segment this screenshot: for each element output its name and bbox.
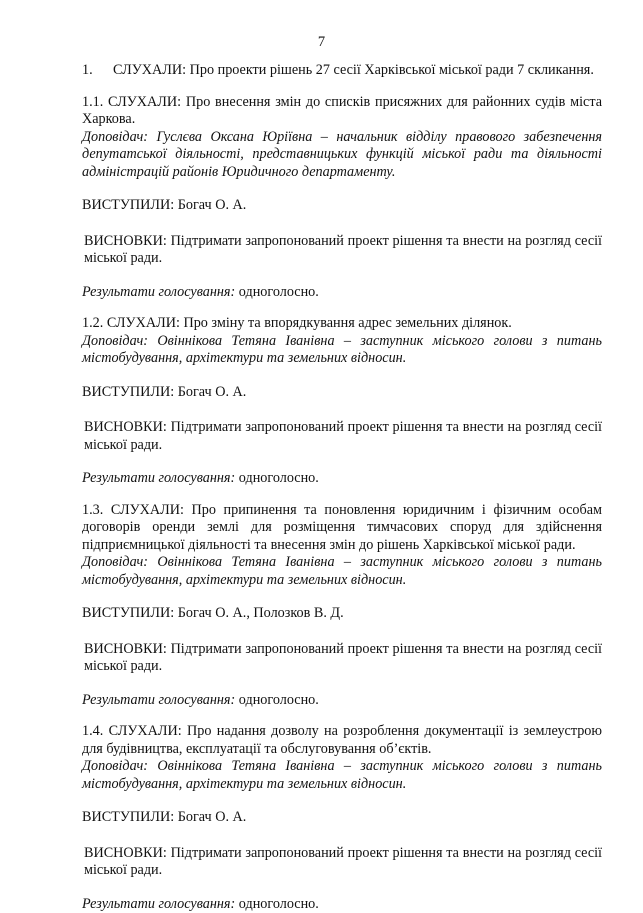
subitem-topic: Про внесення змін до списків присяжних для районних судів міста Харкова.	[82, 94, 602, 128]
speaker-name: Гуслєва Оксана Юріївна – начальник відділу правового забезпечення депутатської діяльності, представницьких функцій міської ради та діяльності адміністрацій районів Юридичного департаменту.	[82, 129, 602, 180]
spoke-paragraph	[82, 809, 602, 827]
item-text	[113, 62, 602, 80]
speaker-label: Доповідач:	[82, 554, 148, 570]
spoke-names: Богач О. А.	[178, 384, 247, 400]
speaker-name: Овіннікова Тетяна Іванівна – заступник міського голови з питань містобудування, архітектури та земельних відносин.	[82, 333, 602, 367]
conclusion-label: ВИСНОВКИ:	[84, 233, 167, 249]
conclusion-text: Підтримати запропонований проект рішення та внести на розгляд сесії міської ради.	[84, 641, 602, 675]
vote-result: одноголосно.	[239, 896, 319, 912]
conclusion-text: Підтримати запропонований проект рішення та внести на розгляд сесії міської ради.	[84, 233, 602, 267]
conclusion-label: ВИСНОВКИ:	[84, 419, 167, 435]
conclusion-paragraph	[82, 641, 602, 676]
conclusion-label: ВИСНОВКИ:	[84, 845, 167, 861]
spoke-paragraph	[82, 384, 602, 402]
speaker-paragraph	[82, 554, 602, 589]
vote-result: одноголосно.	[239, 692, 319, 708]
speaker-paragraph	[82, 129, 602, 182]
vote-result: одноголосно.	[239, 470, 319, 486]
subitem-topic: Про зміну та впорядкування адрес земельних ділянок.	[183, 315, 511, 331]
spoke-names: Богач О. А.	[178, 809, 247, 825]
conclusion-paragraph	[82, 419, 602, 454]
heard-label: 1.4. СЛУХАЛИ:	[82, 723, 182, 739]
heard-paragraph	[82, 94, 602, 129]
conclusion-text: Підтримати запропонований проект рішення та внести на розгляд сесії міської ради.	[84, 419, 602, 453]
heard-label: 1.3. СЛУХАЛИ:	[82, 502, 184, 518]
conclusion-paragraph	[82, 233, 602, 268]
speaker-name: Овіннікова Тетяна Іванівна – заступник міського голови з питань містобудування, архітектури та земельних відносин.	[82, 554, 602, 588]
heard-paragraph	[82, 315, 602, 333]
spoke-label: ВИСТУПИЛИ:	[82, 197, 174, 213]
vote-paragraph	[82, 284, 602, 302]
heard-label: 1.1. СЛУХАЛИ:	[82, 94, 181, 110]
spoke-paragraph	[82, 197, 602, 215]
sections-list	[82, 80, 602, 913]
agenda-subitem	[82, 80, 602, 302]
conclusion-label: ВИСНОВКИ:	[84, 641, 167, 657]
vote-label: Результати голосування:	[82, 896, 235, 912]
heard-label: СЛУХАЛИ:	[113, 62, 186, 78]
vote-label: Результати голосування:	[82, 284, 235, 300]
subitem-topic: Про надання дозволу на розроблення документації із землеустрою для будівництва, експлуатації та обслуговування об’єктів.	[82, 723, 602, 757]
spoke-paragraph	[82, 605, 602, 623]
agenda-subitem	[82, 488, 602, 710]
speaker-name: Овіннікова Тетяна Іванівна – заступник міського голови з питань містобудування, архітектури та земельних відносин.	[82, 758, 602, 792]
spoke-names: Богач О. А., Полозков В. Д.	[178, 605, 344, 621]
agenda-item-1	[82, 62, 602, 80]
vote-paragraph	[82, 896, 602, 913]
spoke-label: ВИСТУПИЛИ:	[82, 809, 174, 825]
item-number: 1.	[82, 62, 113, 80]
vote-paragraph	[82, 692, 602, 710]
item-topic: Про проекти рішень 27 сесії Харківської міської ради 7 скликання.	[190, 62, 594, 78]
subitem-topic: Про припинення та поновлення юридичним і фізичним особам договорів оренди землі для розміщення тимчасових споруд для здійснення підприємницької діяльності та внесення змін до рішень Харківської міської ради.	[82, 502, 602, 553]
speaker-label: Доповідач:	[82, 129, 148, 145]
conclusion-paragraph	[82, 845, 602, 880]
vote-label: Результати голосування:	[82, 470, 235, 486]
conclusion-text: Підтримати запропонований проект рішення та внести на розгляд сесії міської ради.	[84, 845, 602, 879]
heard-label: 1.2. СЛУХАЛИ:	[82, 315, 180, 331]
speaker-label: Доповідач:	[82, 758, 148, 774]
speaker-label: Доповідач:	[82, 333, 148, 349]
speaker-paragraph	[82, 758, 602, 793]
speaker-paragraph	[82, 333, 602, 368]
page-number: 7	[0, 34, 643, 52]
heard-paragraph	[82, 723, 602, 758]
vote-paragraph	[82, 470, 602, 488]
agenda-subitem	[82, 709, 602, 913]
spoke-names: Богач О. А.	[178, 197, 247, 213]
vote-label: Результати голосування:	[82, 692, 235, 708]
agenda-subitem	[82, 301, 602, 488]
vote-result: одноголосно.	[239, 284, 319, 300]
spoke-label: ВИСТУПИЛИ:	[82, 384, 174, 400]
heard-paragraph	[82, 502, 602, 555]
document-body	[82, 62, 602, 913]
spoke-label: ВИСТУПИЛИ:	[82, 605, 174, 621]
